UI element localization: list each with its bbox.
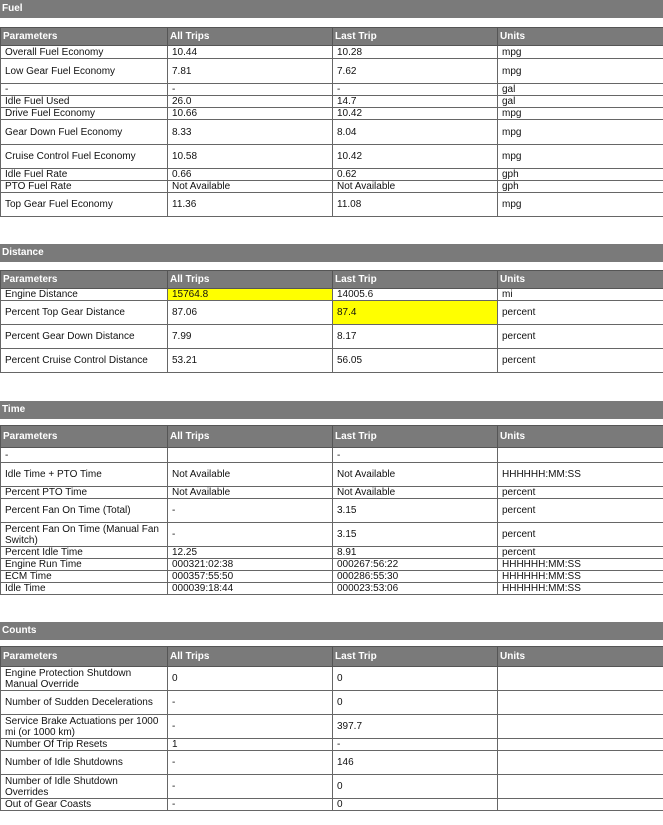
column-header-parameters: Parameters (1, 647, 168, 667)
table-row (1, 583, 663, 595)
table-row (1, 667, 663, 691)
parameter-cell: Percent Fan On Time (Manual Fan Switch) (1, 523, 168, 547)
units-cell: HHHHHH:MM:SS (498, 583, 663, 595)
units-cell: percent (498, 301, 663, 325)
last-trip-cell: 0 (333, 799, 498, 811)
all-trips-cell: 000321:02:38 (168, 559, 333, 571)
units-cell: mpg (498, 193, 663, 217)
parameter-cell: Engine Distance (1, 289, 168, 301)
units-cell: percent (498, 499, 663, 523)
parameter-cell: Engine Run Time (1, 559, 168, 571)
all-trips-cell: Not Available (168, 463, 333, 487)
distance-table (0, 270, 663, 373)
units-cell: mpg (498, 46, 663, 59)
column-header-all-trips: All Trips (168, 271, 333, 289)
last-trip-cell: 000267:56:22 (333, 559, 498, 571)
table-row (1, 193, 663, 217)
last-trip-cell: Not Available (333, 463, 498, 487)
last-trip-cell: 8.17 (333, 325, 498, 349)
parameter-cell: Overall Fuel Economy (1, 46, 168, 59)
units-cell: mi (498, 289, 663, 301)
units-cell (498, 691, 663, 715)
last-trip-cell: 56.05 (333, 349, 498, 373)
column-header-last-trip: Last Trip (333, 647, 498, 667)
column-header-parameters: Parameters (1, 271, 168, 289)
units-cell: percent (498, 523, 663, 547)
all-trips-cell: 12.25 (168, 547, 333, 559)
table-row (1, 325, 663, 349)
all-trips-cell: - (168, 84, 333, 96)
last-trip-cell: 10.42 (333, 108, 498, 120)
parameter-cell: Engine Protection Shutdown Manual Override (1, 667, 168, 691)
all-trips-cell: 8.33 (168, 120, 333, 145)
parameter-cell: Service Brake Actuations per 1000 mi (or 1000 km) (1, 715, 168, 739)
units-cell (498, 775, 663, 799)
table-row (1, 349, 663, 373)
units-cell: mpg (498, 59, 663, 84)
all-trips-cell: 11.36 (168, 193, 333, 217)
units-cell: percent (498, 487, 663, 499)
counts-table (0, 646, 663, 811)
parameter-cell: Cruise Control Fuel Economy (1, 145, 168, 169)
parameter-cell: Idle Time (1, 583, 168, 595)
units-cell: percent (498, 547, 663, 559)
distance-header-row (1, 271, 663, 289)
units-cell: HHHHHH:MM:SS (498, 463, 663, 487)
last-trip-cell: 87.4 (333, 301, 498, 325)
all-trips-cell: Not Available (168, 181, 333, 193)
all-trips-cell: - (168, 499, 333, 523)
units-cell: mpg (498, 120, 663, 145)
units-cell: mpg (498, 145, 663, 169)
units-cell: gph (498, 181, 663, 193)
fuel-header-row (1, 28, 663, 46)
units-cell: percent (498, 349, 663, 373)
units-cell: gal (498, 84, 663, 96)
all-trips-cell: - (168, 751, 333, 775)
last-trip-cell: 000023:53:06 (333, 583, 498, 595)
units-cell (498, 667, 663, 691)
time-table (0, 425, 663, 595)
all-trips-cell: 7.81 (168, 59, 333, 84)
parameter-cell: - (1, 84, 168, 96)
table-row (1, 775, 663, 799)
all-trips-cell: 10.58 (168, 145, 333, 169)
table-row (1, 751, 663, 775)
last-trip-cell: Not Available (333, 181, 498, 193)
all-trips-cell: - (168, 775, 333, 799)
table-row (1, 169, 663, 181)
parameter-cell: Percent Top Gear Distance (1, 301, 168, 325)
units-cell (498, 715, 663, 739)
table-row (1, 145, 663, 169)
time-section-title: Time (0, 401, 663, 419)
last-trip-cell: 146 (333, 751, 498, 775)
all-trips-cell: 000039:18:44 (168, 583, 333, 595)
all-trips-cell: 000357:55:50 (168, 571, 333, 583)
parameter-cell: Idle Fuel Rate (1, 169, 168, 181)
parameter-cell: Out of Gear Coasts (1, 799, 168, 811)
last-trip-cell: - (333, 448, 498, 463)
all-trips-cell: Not Available (168, 487, 333, 499)
column-header-all-trips: All Trips (168, 426, 333, 448)
column-header-parameters: Parameters (1, 28, 168, 46)
last-trip-cell: 397.7 (333, 715, 498, 739)
table-row (1, 108, 663, 120)
units-cell: gal (498, 96, 663, 108)
table-row (1, 487, 663, 499)
parameter-cell: Gear Down Fuel Economy (1, 120, 168, 145)
last-trip-cell: 11.08 (333, 193, 498, 217)
column-header-units: Units (498, 426, 663, 448)
table-row (1, 84, 663, 96)
all-trips-cell: 53.21 (168, 349, 333, 373)
last-trip-cell: - (333, 84, 498, 96)
table-row (1, 739, 663, 751)
parameter-cell: PTO Fuel Rate (1, 181, 168, 193)
last-trip-cell: 14.7 (333, 96, 498, 108)
all-trips-cell: 0.66 (168, 169, 333, 181)
fuel-table (0, 27, 663, 217)
all-trips-cell: 87.06 (168, 301, 333, 325)
last-trip-cell: 10.28 (333, 46, 498, 59)
last-trip-cell: 8.04 (333, 120, 498, 145)
all-trips-cell: 10.44 (168, 46, 333, 59)
table-row (1, 181, 663, 193)
table-row (1, 289, 663, 301)
parameter-cell: Idle Fuel Used (1, 96, 168, 108)
last-trip-cell: 0.62 (333, 169, 498, 181)
last-trip-cell: 7.62 (333, 59, 498, 84)
parameter-cell: Drive Fuel Economy (1, 108, 168, 120)
all-trips-cell: 10.66 (168, 108, 333, 120)
table-row (1, 448, 663, 463)
all-trips-cell: 7.99 (168, 325, 333, 349)
parameter-cell: ECM Time (1, 571, 168, 583)
table-row (1, 571, 663, 583)
units-cell (498, 739, 663, 751)
units-cell: HHHHHH:MM:SS (498, 559, 663, 571)
column-header-all-trips: All Trips (168, 647, 333, 667)
table-row (1, 120, 663, 145)
table-row (1, 96, 663, 108)
table-row (1, 46, 663, 59)
units-cell (498, 799, 663, 811)
last-trip-cell: 10.42 (333, 145, 498, 169)
parameter-cell: Number of Sudden Decelerations (1, 691, 168, 715)
units-cell (498, 448, 663, 463)
last-trip-cell: 3.15 (333, 499, 498, 523)
parameter-cell: Percent PTO Time (1, 487, 168, 499)
all-trips-cell: 1 (168, 739, 333, 751)
all-trips-cell: - (168, 523, 333, 547)
parameter-cell: Percent Cruise Control Distance (1, 349, 168, 373)
column-header-last-trip: Last Trip (333, 271, 498, 289)
table-row (1, 715, 663, 739)
column-header-units: Units (498, 28, 663, 46)
last-trip-cell: 0 (333, 775, 498, 799)
last-trip-cell: 3.15 (333, 523, 498, 547)
units-cell (498, 751, 663, 775)
parameter-cell: Top Gear Fuel Economy (1, 193, 168, 217)
last-trip-cell: 14005.6 (333, 289, 498, 301)
table-row (1, 547, 663, 559)
units-cell: HHHHHH:MM:SS (498, 571, 663, 583)
last-trip-cell: 0 (333, 667, 498, 691)
column-header-all-trips: All Trips (168, 28, 333, 46)
parameter-cell: Low Gear Fuel Economy (1, 59, 168, 84)
distance-section-title: Distance (0, 244, 663, 262)
table-row (1, 499, 663, 523)
table-row (1, 559, 663, 571)
parameter-cell: Percent Gear Down Distance (1, 325, 168, 349)
all-trips-cell (168, 448, 333, 463)
last-trip-cell: 8.91 (333, 547, 498, 559)
counts-section-title: Counts (0, 622, 663, 640)
parameter-cell: Number of Idle Shutdown Overrides (1, 775, 168, 799)
all-trips-cell: 26.0 (168, 96, 333, 108)
last-trip-cell: Not Available (333, 487, 498, 499)
all-trips-cell: - (168, 691, 333, 715)
parameter-cell: Percent Idle Time (1, 547, 168, 559)
table-row (1, 59, 663, 84)
parameter-cell: Number of Idle Shutdowns (1, 751, 168, 775)
fuel-section-title: Fuel (0, 0, 663, 18)
last-trip-cell: - (333, 739, 498, 751)
all-trips-cell: 15764.8 (168, 289, 333, 301)
units-cell: mpg (498, 108, 663, 120)
table-row (1, 463, 663, 487)
last-trip-cell: 0 (333, 691, 498, 715)
parameter-cell: Percent Fan On Time (Total) (1, 499, 168, 523)
time-header-row (1, 426, 663, 448)
units-cell: gph (498, 169, 663, 181)
table-row (1, 799, 663, 811)
column-header-parameters: Parameters (1, 426, 168, 448)
column-header-last-trip: Last Trip (333, 28, 498, 46)
table-row (1, 301, 663, 325)
units-cell: percent (498, 325, 663, 349)
column-header-units: Units (498, 647, 663, 667)
table-row (1, 691, 663, 715)
parameter-cell: Number Of Trip Resets (1, 739, 168, 751)
counts-header-row (1, 647, 663, 667)
all-trips-cell: - (168, 799, 333, 811)
all-trips-cell: - (168, 715, 333, 739)
parameter-cell: Idle Time + PTO Time (1, 463, 168, 487)
table-row (1, 523, 663, 547)
all-trips-cell: 0 (168, 667, 333, 691)
last-trip-cell: 000286:55:30 (333, 571, 498, 583)
column-header-units: Units (498, 271, 663, 289)
column-header-last-trip: Last Trip (333, 426, 498, 448)
parameter-cell: - (1, 448, 168, 463)
